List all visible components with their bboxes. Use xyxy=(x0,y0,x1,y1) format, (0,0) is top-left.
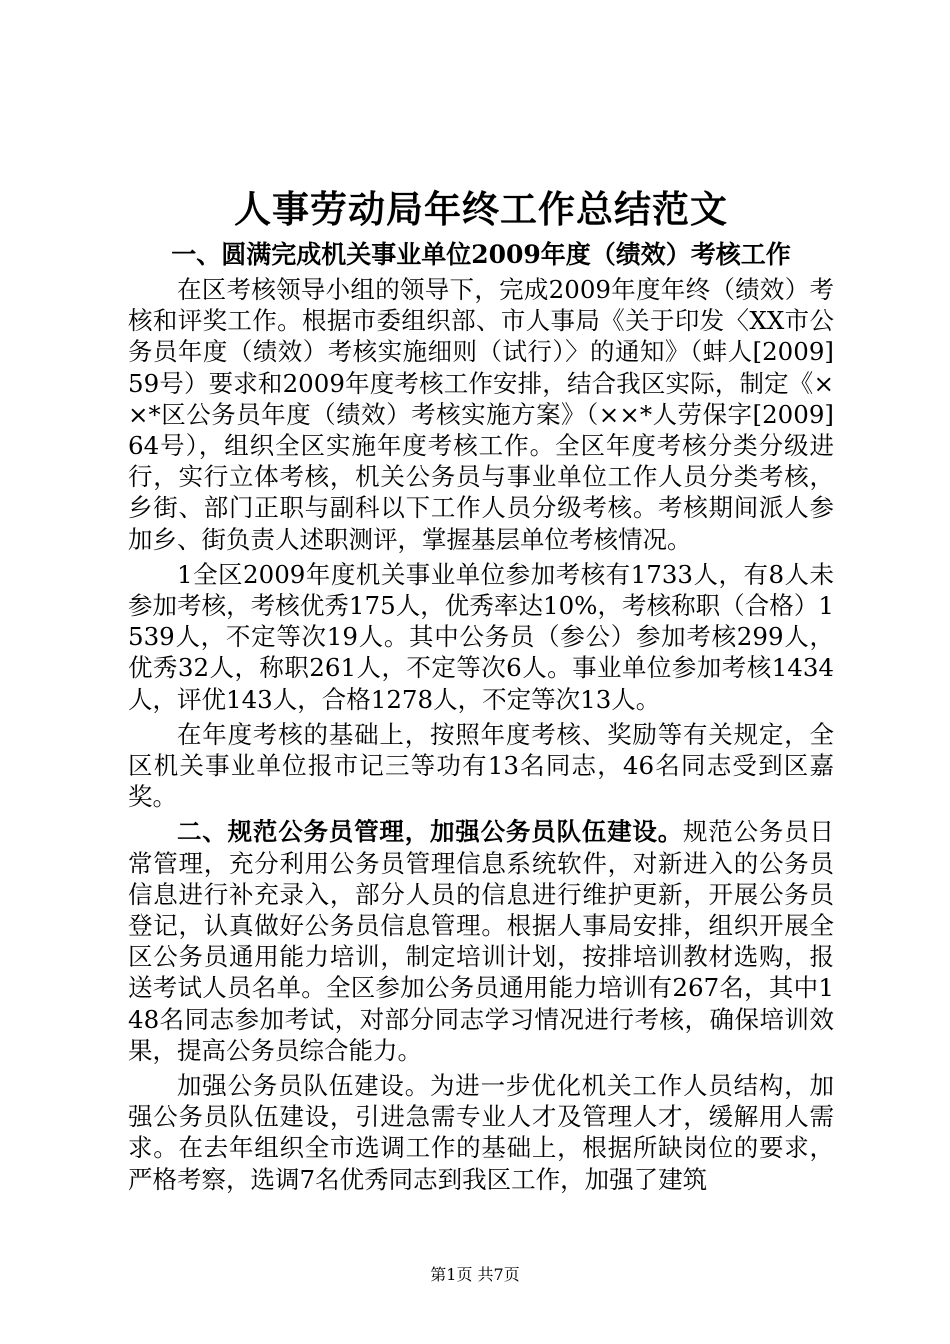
paragraph-1: 在区考核领导小组的领导下，完成2009年度年终（绩效）考核和评奖工作。根据市委组织部、市人事局《关于印发〈XX市公务员年度（绩效）考核实施细则（试行）〉的通知》（蚌人[2009]59号）要求和2009年度考核工作安排，结合我区实际，制定《××*区公务员年度（绩效）考核实施方案》（××*人劳保字[2009]64号），组织全区实施年度考核工作。全区年度考核分类分级进行，实行立体考核，机关公务员与事业单位工作人员分类考核，乡街、部门正职与副科以下工作人员分级考核。考核期间派人参加乡、街负责人述职测评，掌握基层单位考核情况。 xyxy=(128,275,834,554)
paragraph-5: 加强公务员队伍建设。为进一步优化机关工作人员结构，加强公务员队伍建设，引进急需专业人才及管理人才，缓解用人需求。在去年组织全市选调工作的基础上，根据所缺岗位的要求，严格考察，选调7名优秀同志到我区工作，加强了建筑 xyxy=(128,1071,834,1194)
section-2-heading: 二、规范公务员管理，加强公务员队伍建设。 xyxy=(177,817,683,847)
paragraph-3: 在年度考核的基础上，按照年度考核、奖励等有关规定，全区机关事业单位报市记三等功有13名同志，46名同志受到区嘉奖。 xyxy=(128,719,834,812)
section-1-heading: 一、圆满完成机关事业单位2009年度（绩效）考核工作 xyxy=(171,240,791,269)
paragraph-4-text: 规范公务员日常管理，充分利用公务员管理信息系统软件，对新进入的公务员信息进行补充录入，部分人员的信息进行维护更新，开展公务员登记，认真做好公务员信息管理。根据人事局安排，组织开展全区公务员通用能力培训，制定培训计划，按排培训教材选购，报送考试人员名单。全区参加公务员通用能力培训有267名，其中148名同志参加考试，对部分同志学习情况进行考核，确保培训效果，提高公务员综合能力。 xyxy=(128,817,834,1065)
document-body xyxy=(128,182,834,1195)
paragraph-4 xyxy=(128,816,834,1066)
page-footer: 第1页 共7页 xyxy=(430,1265,520,1284)
paragraph-2: 1全区2009年度机关事业单位参加考核有1733人，有8人未参加考核，考核优秀175人，优秀率达10%，考核称职（合格）1539人，不定等次19人。其中公务员（参公）参加考核299人，优秀32人，称职261人，不定等次6人。事业单位参加考核1434人，评优143人，合格1278人，不定等次13人。 xyxy=(128,559,834,714)
document-title: 人事劳动局年终工作总结范文 xyxy=(234,187,728,231)
